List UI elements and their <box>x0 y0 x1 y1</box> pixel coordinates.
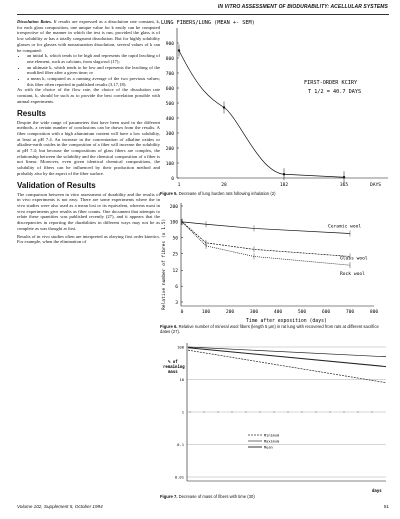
legend-mean-label: Mean <box>264 445 273 450</box>
fig6-series-label: Glass wool <box>340 256 368 262</box>
fig7-xlabel: days <box>372 488 382 493</box>
fig5-y-tick-label: 200 <box>165 146 174 152</box>
running-header-title: IN VITRO ASSESSMENT OF BIODURABILITY: ACELLULAR SYSTEMS <box>217 4 388 10</box>
fig7-y-tick-label: 10 <box>179 377 184 382</box>
bullet-item: • an ultimate k, which tends to be low and represents the leaching of the modified fiber after a given time; or <box>27 65 160 76</box>
fig5-x-tick-label: 182 <box>279 183 289 188</box>
fig6-series-label: Ceramic wool <box>328 224 362 230</box>
results-heading: Results <box>17 108 46 118</box>
fig6-xlabel: Time after exposition (days) <box>246 319 327 324</box>
fig6-caption-label: Figure 6. <box>160 324 178 329</box>
fig6-x-tick-label: 600 <box>321 310 331 315</box>
fig7-caption-label: Figure 7. <box>160 494 178 499</box>
fig5-y-tick-label: 400 <box>165 116 174 122</box>
footer-journal: Volume 102, Supplement 5, October 1994 <box>17 504 103 509</box>
fig5-annotation-1: FIRST-ORDER KCIRY <box>304 80 358 86</box>
fig5-annotation-2: T 1/2 = 40.7 DAYS <box>308 89 362 95</box>
figure5-chart <box>160 18 390 190</box>
fig5-data-point <box>343 176 345 178</box>
figure7-caption <box>160 494 390 499</box>
fig6-x-tick-label: 400 <box>273 310 283 315</box>
left-text-column <box>17 19 160 245</box>
fig5-data-point <box>223 106 225 108</box>
fig6-y-tick-label: 12 <box>172 269 178 275</box>
bullet-item: • a mean k, computed as a running average of the two previous values; this fiber often reported in published results (3,17,18). <box>27 76 160 87</box>
header-rule <box>17 14 389 15</box>
legend-max-label: Maximum <box>264 439 280 444</box>
fig5-y-tick-label: 100 <box>165 161 174 167</box>
fig5-y-tick-label: 700 <box>165 71 174 77</box>
fig5-data-point <box>283 173 285 175</box>
fig6-y-tick-label: 25 <box>172 252 178 258</box>
fig5-caption-text: Decrease of lung burden rats following inhalation (2) <box>178 191 276 196</box>
fig6-series-line <box>182 222 350 234</box>
fig6-ylabel: Relative number of fibres (x 1.5) <box>162 218 167 310</box>
fig5-x-tick-label: 365 <box>339 183 349 188</box>
fig7-ylabel-3: mass <box>168 369 178 374</box>
fig6-series-line <box>182 222 350 257</box>
fig5-data-point <box>178 49 180 51</box>
dissolution-text: If results are expressed as a dissolution rate constant, k, for each glass composition, one unique value for k easily can be computed irrespective of the manner in which the test is run, provided the glass is of low solubility or has a totally congruent dissolution. But for highly solubility glasses or for glasses with nonsaturation dissolution, several values of k can be computed: <box>17 19 160 53</box>
fig6-x-tick-label: 0 <box>180 310 184 315</box>
fig7-caption-text: Decrease of mass of fibers with time (30) <box>178 494 255 499</box>
fig7-legend <box>248 434 279 450</box>
dissolution-paragraph <box>17 19 160 53</box>
page-number: 51 <box>383 504 389 509</box>
fig5-caption-label: Figure 5. <box>160 191 178 196</box>
fig6-series-line <box>182 222 350 265</box>
fig5-y-tick-label: 900 <box>165 41 174 47</box>
figure6-caption <box>160 324 390 334</box>
fig6-x-tick-label: 200 <box>225 310 235 315</box>
results-paragraph: Despite the wide range of parameters that have been used in the different methods, a certain number of conclusions can be drawn from the results. A fiber composition with a high aluminium content will have a low solubility, at least at pH 7.4. An increase in the concentration of alkaline oxides or alkaline-earth oxides in the composition of a fiber will increase the solubility at pH 7.4; but because the compositions of glass fibers are complex, the relationship between the solubility and the chemical composition of a fiber is not linear. Moreover, even given identical chemical compositions, the solubility of fibers can be influenced by their production method and probably also by the aspect of the fiber surface. <box>17 119 160 176</box>
fig5-y-tick-label: 0 <box>171 176 174 182</box>
fig5-x-tick-label: 1 <box>177 183 181 188</box>
fig7-y-tick-label: 0.1 <box>177 442 184 447</box>
bullet-item: • an initial k, which tends to be high and represents the rapid leaching of one element, such as calcium, from slagwool (17); <box>27 53 160 64</box>
page-footer <box>17 504 389 509</box>
fig6-y-tick-label: 200 <box>169 204 178 210</box>
fig6-x-tick-label: 500 <box>297 310 307 315</box>
fig5-decay-curve <box>179 51 344 178</box>
fig7-series-line <box>188 348 386 367</box>
fig7-ylabel-2: remaining <box>163 364 185 369</box>
legend-min-label: Minimum <box>264 433 280 438</box>
fig5-y-tick-label: 500 <box>165 101 174 107</box>
fig6-x-tick-label: 100 <box>201 310 211 315</box>
figure7-chart <box>160 339 390 497</box>
fig6-x-tick-label: 300 <box>249 310 259 315</box>
fig5-x-tick-label: 28 <box>221 183 227 188</box>
fig7-y-tick-label: 100 <box>177 344 184 350</box>
figure5-caption <box>160 191 390 196</box>
fig6-caption-text: Relative number of mineral wool fibers (length 5 µm) in rat lung with recovered from rats at different sacrifice dates (27). <box>160 324 379 334</box>
fig6-y-tick-label: 100 <box>169 220 178 226</box>
fig6-x-tick-label: 800 <box>369 310 379 315</box>
fig5-y-tick-label: 300 <box>165 131 174 137</box>
fig6-y-tick-label: 6 <box>175 284 178 290</box>
fig5-title: LUNG FIBERS/LUNG (MEAN +- SEM) <box>161 20 255 26</box>
fig7-ylabel-1: % of <box>168 359 178 364</box>
fig5-y-tick-label: 600 <box>165 86 174 92</box>
fig7-y-tick-label: 1 <box>181 409 184 415</box>
validation-paragraph-2: Results of in vivo studies often are interpreted as obeying first order kinetics. For example, when the elimination of <box>17 233 160 245</box>
fig5-y-tick-label: 800 <box>165 56 174 62</box>
dissolution-lead: Dissolution Rates. <box>17 19 52 24</box>
validation-heading: Validation of Results <box>17 180 96 190</box>
fig7-y-tick-label: 0.01 <box>174 474 184 480</box>
figure6-chart <box>160 198 390 326</box>
fig6-y-tick-label: 3 <box>175 300 178 306</box>
dissolution-paragraph-2: As with the choice of the flow rate, the choice of the dissolution rate constant, k, should be such as to provide the best correlation possible with animal experiments. <box>17 87 160 104</box>
k-bullet-list <box>17 53 160 87</box>
validation-paragraph: The comparison between in vitro assessment of durability and the results of in vivo experiments is not easy. There are some experiments where the in vivo studies were also used as a mean lost or its equivalent, whereas most in vivo experiments give results as fiber counts. One document that attempts to relate these quantities was published recently (27), and it appears that the discrepancies in reporting the durabilities in different ways may not be as complete as was thought at first. <box>17 191 160 231</box>
fig6-x-tick-label: 700 <box>345 310 355 315</box>
fig5-x-unit: DAYS <box>370 183 382 188</box>
fig6-series-label: Rock wool <box>340 272 365 278</box>
fig6-y-tick-label: 50 <box>172 236 178 242</box>
